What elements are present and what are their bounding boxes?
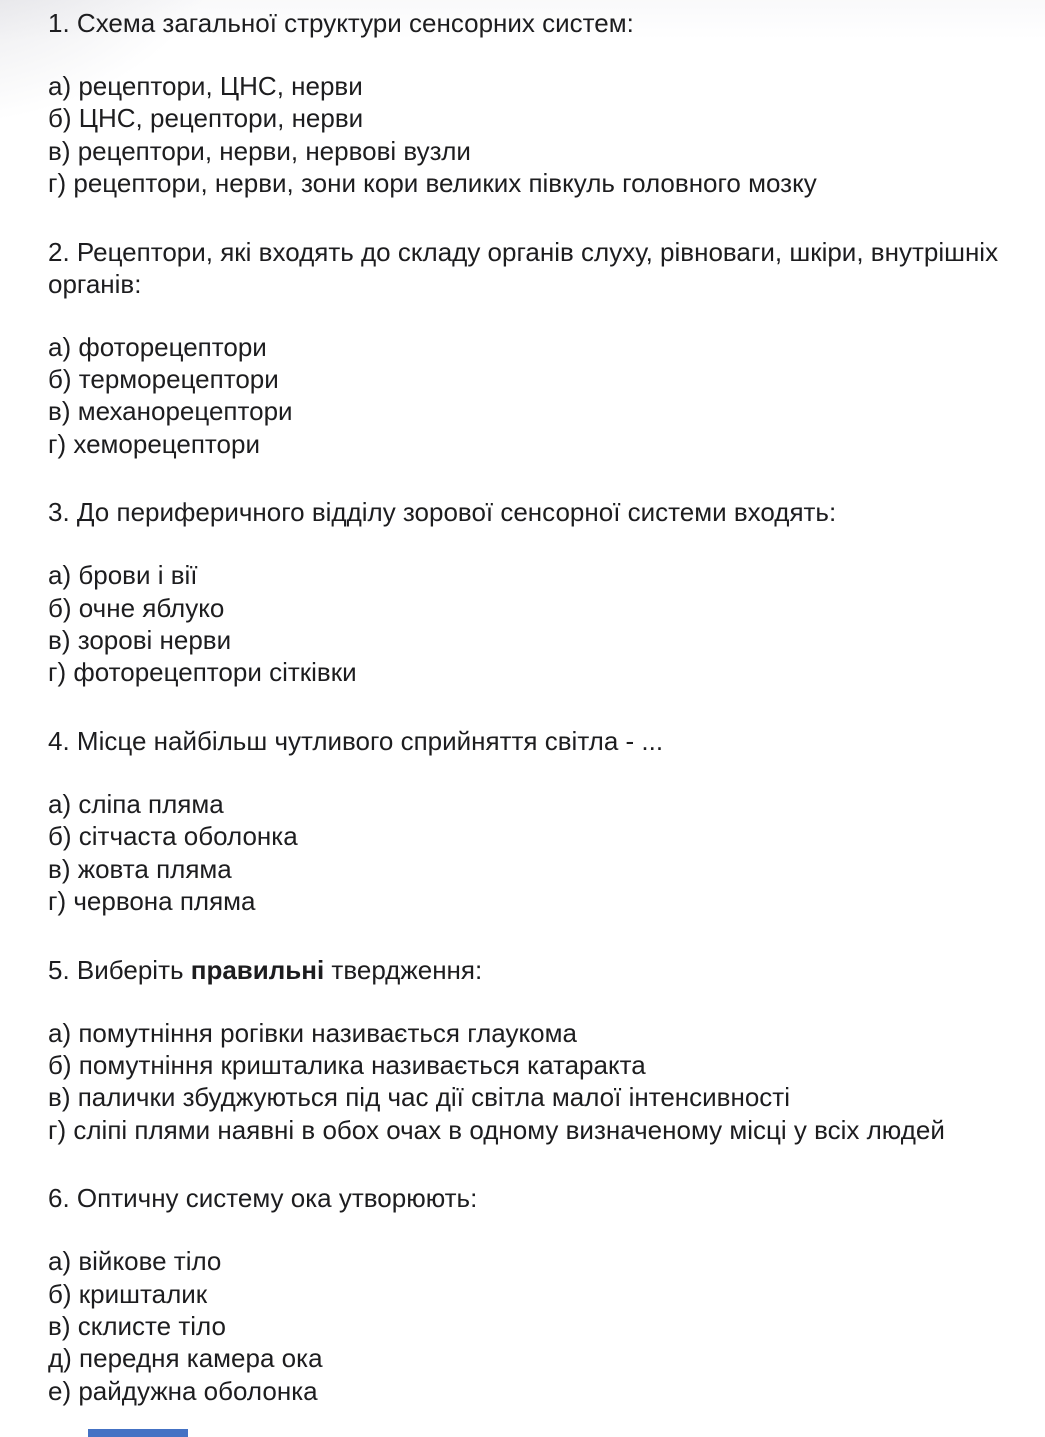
- question-block: [48, 7, 1015, 200]
- question-tail: твердження:: [324, 954, 483, 985]
- question-bold: правильні: [190, 954, 325, 985]
- question-block: [48, 496, 1015, 689]
- answer-options: [48, 788, 1015, 918]
- question-number: 4.: [48, 725, 70, 756]
- question-text: [48, 1182, 1015, 1214]
- answer-option: б) кришталик: [48, 1278, 208, 1309]
- question-block: [48, 725, 1015, 918]
- question-lead: Схема загальної структури сенсорних систем:: [69, 8, 634, 38]
- answer-options: [48, 559, 1015, 689]
- answer-option: в) зорові нерви: [48, 625, 232, 656]
- answer-options: [48, 1017, 1015, 1147]
- question-number: 3.: [48, 497, 70, 528]
- answer-options: [48, 331, 1015, 461]
- answer-options: [48, 70, 1015, 200]
- answer-option: г) фоторецептори сітківки: [48, 657, 357, 688]
- question-number: 5.: [48, 954, 70, 985]
- answer-option: в) жовта пляма: [48, 853, 232, 884]
- answer-option: а) помутніння рогівки називається глаукома: [48, 1017, 577, 1048]
- answer-option: в) рецептори, нерви, нервові вузли: [48, 135, 471, 166]
- question-block: [48, 236, 1015, 461]
- answer-option: д) передня камера ока: [48, 1343, 323, 1374]
- answer-option: г) червона пляма: [48, 886, 256, 917]
- answer-options: [48, 1245, 1015, 1407]
- bottom-blue-bar-fragment: [88, 1429, 188, 1437]
- question-block: [48, 954, 1015, 1147]
- answer-option: г) сліпі плями наявні в обох очах в одному визначеному місці у всіх людей: [48, 1114, 945, 1145]
- answer-option: б) сітчаста оболонка: [48, 821, 298, 852]
- answer-option: а) брови і вії: [48, 560, 198, 591]
- answer-option: б) очне яблуко: [48, 592, 225, 623]
- question-lead: Рецептори, які входять до складу органів слуху, рівноваги, шкіри, внутрішніх органів:: [48, 236, 999, 299]
- answer-option: а) фоторецептори: [48, 331, 267, 362]
- question-lead: Виберіть: [69, 954, 191, 985]
- answer-option: в) механорецептори: [48, 396, 293, 427]
- question-block: [48, 1182, 1015, 1407]
- question-text: [48, 236, 1015, 300]
- question-lead: До периферичного відділу зорової сенсорної системи входять:: [69, 497, 837, 528]
- answer-option: а) сліпа пляма: [48, 788, 224, 819]
- question-text: [48, 725, 1015, 757]
- question-lead: Оптичну систему ока утворюють:: [69, 1183, 478, 1214]
- answer-option: а) війкове тіло: [48, 1246, 222, 1277]
- answer-option: в) палички збуджуються під час дії світла малої інтенсивності: [48, 1082, 790, 1113]
- question-number: 6.: [48, 1183, 70, 1214]
- question-number: 1.: [48, 8, 70, 38]
- question-text: [48, 496, 1015, 528]
- answer-option: б) помутніння кришталика називається катаракта: [48, 1049, 646, 1080]
- answer-option: г) хеморецептори: [48, 428, 260, 459]
- answer-option: б) терморецептори: [48, 364, 279, 395]
- answer-option: б) ЦНС, рецептори, нерви: [48, 103, 364, 134]
- question-number: 2.: [48, 236, 70, 267]
- question-text: [48, 954, 1015, 986]
- question-lead: Місце найбільш чутливого сприйняття світла - ...: [69, 725, 664, 756]
- question-text: [48, 7, 1015, 39]
- answer-option: г) рецептори, нерви, зони кори великих півкуль головного мозку: [48, 168, 817, 199]
- answer-option: е) райдужна оболонка: [48, 1375, 318, 1406]
- answer-option: в) склисте тіло: [48, 1310, 226, 1341]
- answer-option: а) рецептори, ЦНС, нерви: [48, 71, 363, 101]
